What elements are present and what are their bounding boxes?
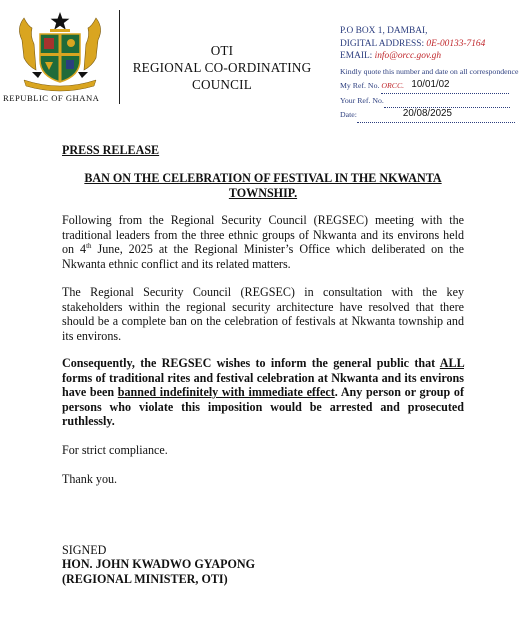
signed-label: SIGNED (62, 543, 107, 557)
ghana-coat-of-arms-emblem (14, 10, 106, 92)
office-name-line3: COUNCIL (191, 77, 252, 92)
paragraph-ban-notice (62, 356, 464, 429)
contact-block (340, 25, 519, 123)
release-title-line2: TOWNSHIP. (228, 185, 298, 200)
email-label: EMAIL: (340, 51, 375, 61)
press-release-heading: PRESS RELEASE (62, 143, 160, 157)
quote-note: Kindly quote this number and date on all correspondence (340, 66, 519, 76)
your-ref-label: Your Ref. No. (340, 95, 384, 105)
your-ref-row (340, 95, 519, 109)
date-row (340, 109, 519, 123)
ban-notice-banned: banned indefinitely with immediate effect (117, 385, 335, 400)
ban-notice-text-b: forms of traditional rites and festival celebration at Nkwanta and its environs have been (62, 370, 464, 400)
paragraph-meeting-text-a: Following from the Regional Security Council (REGSEC) meeting with the traditional leaders from the three ethnic groups of Nkwanta and its environs held on 4 (62, 213, 464, 257)
release-title (62, 171, 464, 200)
your-ref-field (384, 95, 510, 109)
email (340, 50, 519, 63)
release-title-line1: BAN ON THE CELEBRATION OF FESTIVAL IN THE NKWANTA (84, 171, 442, 185)
email-value: info@orcc.gov.gh (374, 51, 442, 61)
paragraph-meeting-text-b: June, 2025 at the Regional Minister’s Office which deliberated on the Nkwanta ethnic conflict and its related matters. (62, 242, 464, 271)
ban-notice-text-a: Consequently, the REGSEC wishes to inform the general public that (62, 356, 440, 370)
paragraph-resolution: The Regional Security Council (REGSEC) in consultation with the key stakeholders within the regional security architecture have resolved that there should be a complete ban on the celebration of festivals at Nkwanta township and its environs. (62, 285, 464, 343)
header-divider (119, 10, 120, 104)
office-name-line1: OTI (210, 43, 234, 58)
office-name-line2: REGIONAL CO-ORDINATING (132, 60, 312, 75)
thanks-line: Thank you. (62, 472, 118, 486)
office-name (122, 42, 322, 93)
ban-notice-text-c: . Any person or group of persons who violate this imposition would be arrested and prosecuted ruthlessly. (62, 385, 465, 429)
my-ref-label: My Ref. No. (340, 81, 382, 90)
paragraph-meeting-sup: th (86, 242, 92, 251)
signatory-name: HON. JOHN KWADWO GYAPONG (62, 557, 256, 571)
my-ref-row (340, 80, 519, 94)
crest-caption: REPUBLIC OF GHANA (3, 93, 100, 103)
signatory-title: (REGIONAL MINISTER, OTI) (62, 572, 228, 586)
ban-notice-all: ALL (439, 356, 464, 370)
date-label: Date: (340, 110, 357, 119)
my-ref-field (381, 80, 509, 94)
my-ref-value: 10/01/02 (411, 79, 450, 90)
digital-address-value: 0E-00133-7164 (426, 38, 486, 49)
date-value: 20/08/2025 (402, 108, 452, 119)
digital-address-label: DIGITAL ADDRESS: (340, 38, 427, 49)
date-field (357, 109, 515, 123)
po-box: P.O BOX 1, DAMBAI, (340, 26, 428, 36)
my-ref-prefix: ORCC. (381, 81, 405, 90)
compliance-line: For strict compliance. (62, 443, 168, 457)
paragraph-meeting (62, 213, 464, 271)
digital-address (340, 38, 519, 51)
